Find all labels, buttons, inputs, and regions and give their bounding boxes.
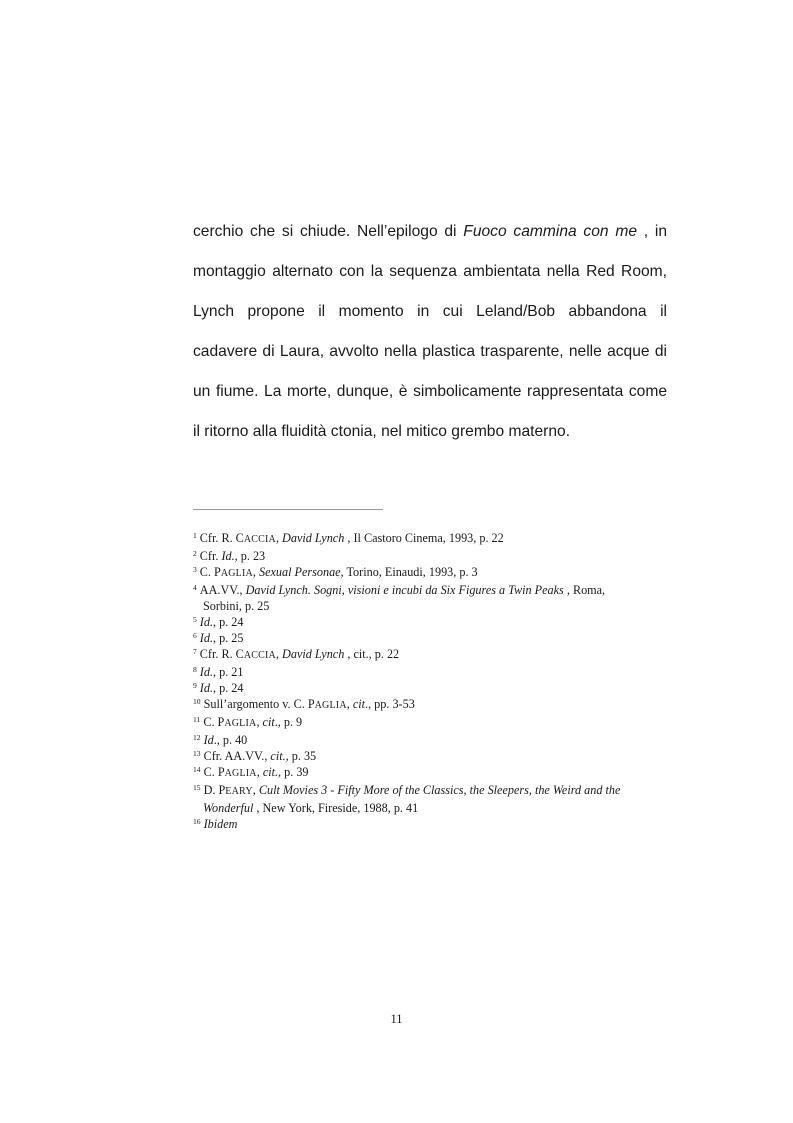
footnote-number: 10 [193, 697, 201, 706]
footnote-7: $^7$ Cfr. R. CACCIA, David Lynch , cit., p. 22 [193, 647, 400, 661]
footnote-number: 1 [193, 531, 197, 540]
footnote-continuation: Sorbini, p. 25 [203, 599, 270, 613]
footnote-5: $^5$ Id., p. 24 [193, 615, 244, 629]
footnote-9: $^9$ Id., p. 24 [193, 681, 244, 695]
footnote-4: $^4$ AA.VV., David Lynch. Sogni, visioni e incubi da Six Figures a Twin Peaks , Roma, Sorbini, p. 25 [193, 582, 668, 614]
footnote-12: $^{12}$ Id., p. 40 [193, 733, 248, 747]
footnote-number: 5 [193, 615, 197, 624]
footnote-15: $^{15}$ D. PEARY, Cult Movies 3 - Fifty More of the Classics, the Sleepers, the Weird and the Wonderful , New York, Fireside, 1988, p. 41 [193, 782, 668, 816]
footnote-separator [193, 509, 383, 510]
body-line: montaggio alternato con la sequenza ambientata nella Red Room, [193, 263, 667, 280]
footnote-14: $^{14}$ C. PAGLIA, cit., p. 39 [193, 765, 309, 779]
footnote-3: $^3$ C. PAGLIA, Sexual Personae, Torino, Einaudi, 1993, p. 3 [193, 565, 478, 579]
footnote-2: $^2$ Cfr. Id., p. 23 [193, 549, 266, 563]
body-line: il ritorno alla fluidità ctonia, nel mitico grembo materno. [193, 423, 571, 440]
body-line: cadavere di Laura, avvolto nella plastica trasparente, nelle acque di [193, 343, 667, 360]
footnote-number: 11 [193, 715, 201, 724]
footnote-number: 13 [193, 749, 201, 758]
footnote-continuation: Wonderful , New York, Fireside, 1988, p. 41 [203, 801, 419, 815]
footnotes [193, 530, 668, 832]
body-line: un fiume. La morte, dunque, è simbolicamente rappresentata come [193, 383, 667, 400]
footnote-number: 6 [193, 631, 197, 640]
film-title: Fuoco cammina con me [463, 223, 637, 240]
footnote-16: $^{16}$ Ibidem [193, 817, 238, 831]
footnote-number: 9 [193, 681, 197, 690]
footnote-number: 2 [193, 549, 197, 558]
footnote-6: $^6$ Id., p. 25 [193, 631, 244, 645]
page-number: 11 [390, 1012, 403, 1026]
footnote-11: $^{11}$ C. PAGLIA, cit., p. 9 [193, 715, 303, 729]
body-line: cerchio che si chiude. Nell’epilogo di Fuoco cammina con me , in [193, 223, 667, 240]
footnote-number: 14 [193, 765, 201, 774]
footnote-1: $^1$ Cfr. R. CACCIA, David Lynch , Il Castoro Cinema, 1993, p. 22 [193, 531, 504, 545]
body-text [193, 220, 667, 460]
footnote-13: $^{13}$ Cfr. AA.VV., cit., p. 35 [193, 749, 317, 763]
footnote-number: 12 [193, 733, 201, 742]
footnote-number: 15 [193, 783, 201, 792]
footnote-8: $^8$ Id., p. 21 [193, 665, 244, 679]
body-line: Lynch propone il momento in cui Leland/Bob abbandona il [193, 303, 667, 320]
footnote-number: 8 [193, 665, 197, 674]
footnote-number: 3 [193, 565, 197, 574]
footnote-number: 16 [193, 817, 201, 826]
footnote-number: 4 [193, 583, 197, 592]
footnote-10: $^{10}$ Sull’argomento v. C. PAGLIA, cit., pp. 3-53 [193, 697, 415, 711]
footnote-number: 7 [193, 647, 197, 656]
